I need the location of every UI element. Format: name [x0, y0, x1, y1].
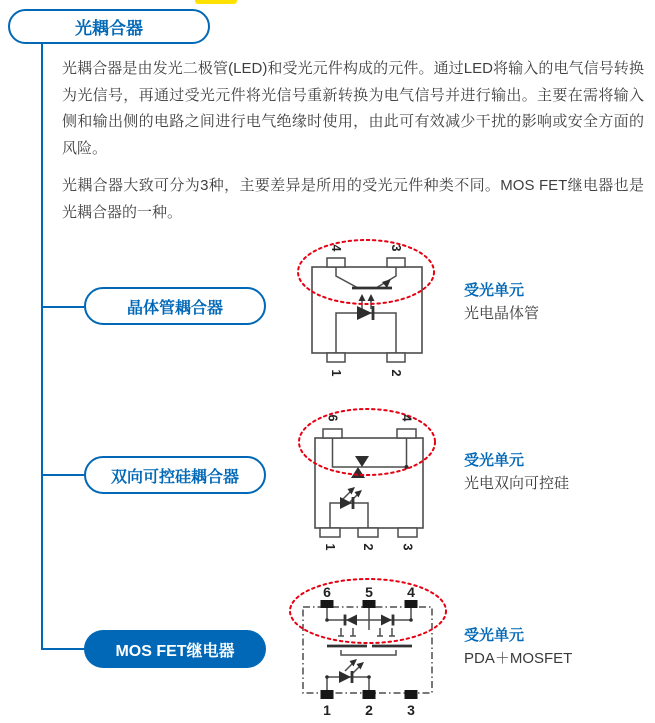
type-pill-label: 晶体管耦合器 — [126, 299, 223, 317]
pin — [363, 600, 376, 608]
pin — [323, 429, 342, 438]
pin — [398, 528, 417, 537]
pin — [327, 258, 345, 267]
package-outline — [312, 267, 422, 353]
receiver-unit-label-2 — [464, 451, 649, 494]
pin — [387, 353, 405, 362]
tree-trunk-line — [41, 43, 43, 650]
pin-number: 6 — [325, 414, 340, 422]
pin — [397, 429, 416, 438]
mosfet-diode-symbol — [325, 608, 413, 655]
pin — [405, 690, 418, 699]
pin-number: 1 — [323, 543, 337, 551]
pin — [321, 690, 334, 699]
pin — [363, 690, 376, 699]
pin — [320, 528, 340, 537]
receiver-unit-label-1 — [464, 281, 649, 324]
decoration-yellow-sliver — [195, 0, 237, 4]
receiver-unit-title: 受光单元 — [464, 627, 525, 644]
type-pill-label: 双向可控硅耦合器 — [110, 468, 239, 486]
pin-number: 4 — [329, 244, 343, 252]
pin-number: 2 — [361, 543, 375, 551]
transistor-coupler-schematic — [295, 238, 440, 388]
pin-number: 5 — [365, 584, 373, 600]
pin-number: 1 — [323, 702, 331, 718]
pin-number: 4 — [407, 584, 415, 600]
triac-coupler-schematic — [295, 406, 440, 558]
pin-number: 3 — [389, 244, 403, 252]
intro-text — [62, 56, 644, 237]
title-badge — [8, 9, 210, 44]
tree-branch-line-2 — [43, 474, 85, 476]
light-arrows-icon — [345, 659, 364, 674]
mosfet-relay-schematic — [285, 576, 455, 723]
pin-number: 2 — [365, 702, 373, 718]
intro-paragraph-1: 光耦合器是由发光二极管(LED)和受光元件构成的元件。通过LED将输入的电气信号转换为光信号，再通过受光元件将光信号重新转换为电气信号并进行输出。主要在需将输入侧和输出侧的电路之间进行电气绝缘时使用，由此可有效减少干扰的影响或安全方面的风险。 — [62, 60, 644, 157]
intro-paragraph-2: 光耦合器大致可分为3种，主要差异是所用的受光元件种类不同。MOS FET继电器也是光耦合器的一种。 — [62, 177, 644, 221]
tree-branch-line-1 — [43, 306, 85, 308]
type-pill-triac-coupler — [84, 456, 266, 494]
title-badge-label: 光耦合器 — [75, 19, 143, 38]
pin — [327, 353, 345, 362]
pin-number: 3 — [400, 543, 415, 551]
pin — [358, 528, 378, 537]
receiver-unit-label-3 — [464, 626, 649, 669]
receiver-unit-value: 光电晶体管 — [464, 305, 540, 322]
pin-number: 2 — [389, 369, 403, 377]
tree-branch-line-3 — [43, 648, 85, 650]
receiver-unit-value: PDA＋MOSFET — [464, 650, 573, 667]
type-pill-transistor-coupler — [84, 287, 266, 325]
pin-number: 3 — [407, 702, 415, 718]
receiver-unit-value: 光电双向可控硅 — [464, 475, 570, 492]
pin-number: 6 — [323, 584, 331, 600]
receiver-unit-title: 受光单元 — [464, 452, 525, 469]
led-symbol — [325, 671, 371, 690]
receiver-unit-title: 受光单元 — [464, 282, 525, 299]
type-pill-mosfet-relay — [84, 630, 266, 668]
pin — [405, 600, 418, 608]
pin — [321, 600, 334, 608]
pin-number: 4 — [399, 414, 414, 422]
pin — [387, 258, 405, 267]
type-pill-label: MOS FET继电器 — [115, 642, 235, 660]
pin-number: 1 — [329, 369, 343, 377]
